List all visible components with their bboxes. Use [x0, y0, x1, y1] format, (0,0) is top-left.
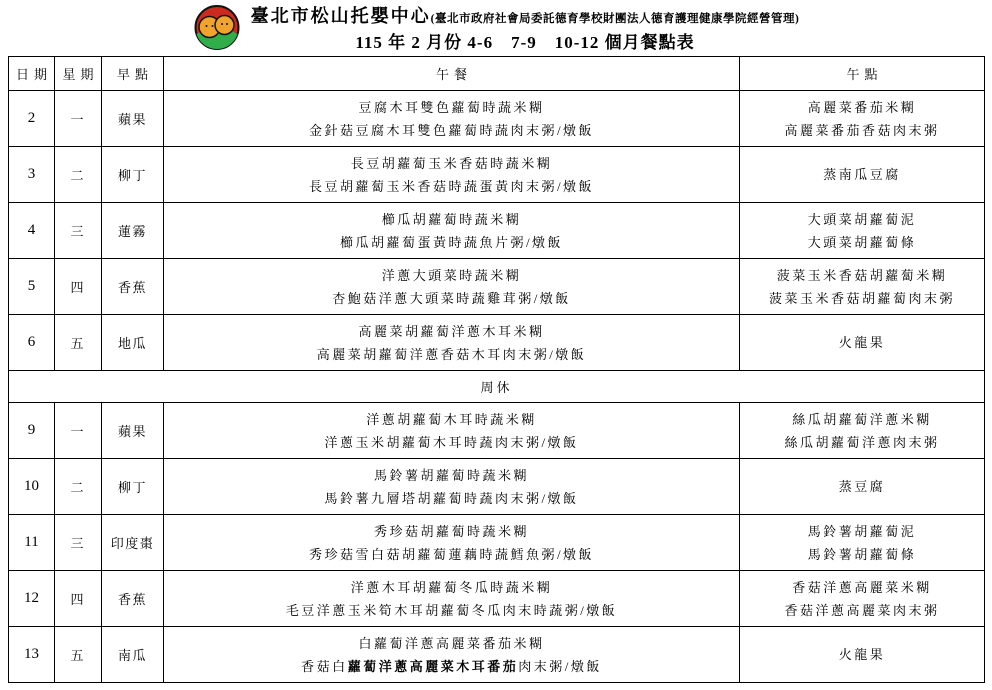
- morning-snack-cell: 南瓜: [102, 627, 164, 683]
- date-cell: 13: [9, 627, 55, 683]
- morning-snack-cell: 蓮霧: [102, 203, 164, 259]
- meal-line: 馬鈴薯胡蘿蔔條: [807, 546, 917, 562]
- weekday-cell: 五: [55, 627, 102, 683]
- afternoon-snack-cell: [740, 627, 985, 683]
- date-cell: 2: [9, 91, 55, 147]
- meal-line: 白蘿蔔洋蔥高麗菜番茄米糊: [358, 635, 545, 651]
- meal-line: 秀珍菇雪白菇胡蘿蔔蓮藕時蔬鱈魚粥/燉飯: [308, 546, 595, 562]
- baby-faces-logo-icon: [193, 5, 241, 50]
- document-header: [0, 0, 992, 54]
- morning-snack-cell: 蘋果: [102, 403, 164, 459]
- afternoon-snack-cell: [740, 203, 985, 259]
- meal-line: 高麗菜番茄米糊: [807, 99, 917, 115]
- afternoon-snack-cell: [740, 459, 985, 515]
- afternoon-snack-cell: [740, 147, 985, 203]
- center-management-note: (臺北市政府社會局委託德育學校財團法人德育護理健康學院經營管理): [430, 13, 800, 25]
- date-cell: 3: [9, 147, 55, 203]
- meal-line: 櫛瓜胡蘿蔔蛋黃時蔬魚片粥/燉飯: [339, 234, 564, 250]
- lunch-cell: [164, 459, 740, 515]
- weekday-cell: 一: [55, 91, 102, 147]
- weekday-cell: 四: [55, 259, 102, 315]
- meal-row: [9, 627, 985, 683]
- meal-line: 高麗菜胡蘿蔔洋蔥香菇木耳肉末粥/燉飯: [316, 346, 587, 362]
- weekend-break-row: [9, 371, 985, 403]
- title-block: [251, 4, 800, 54]
- lunch-cell: [164, 515, 740, 571]
- center-name: 臺北市松山托嬰中心: [250, 6, 431, 26]
- weekday-cell: 四: [55, 571, 102, 627]
- morning-snack-cell: 香蕉: [102, 259, 164, 315]
- col-header-weekday: 星期: [55, 57, 102, 91]
- lunch-cell: [164, 91, 740, 147]
- lunch-cell: [164, 627, 740, 683]
- date-cell: 4: [9, 203, 55, 259]
- weekday-cell: 二: [55, 459, 102, 515]
- meal-line: 櫛瓜胡蘿蔔時蔬米糊: [381, 211, 522, 227]
- date-cell: 12: [9, 571, 55, 627]
- center-logo: [193, 5, 241, 55]
- lunch-cell: [164, 403, 740, 459]
- meal-line: 絲瓜胡蘿蔔洋蔥米糊: [792, 411, 932, 427]
- afternoon-snack-cell: [740, 515, 985, 571]
- meal-row: [9, 459, 985, 515]
- table-header-row: [9, 57, 985, 91]
- weekday-cell: 五: [55, 315, 102, 371]
- weekday-cell: 一: [55, 403, 102, 459]
- col-header-lunch: 午餐: [164, 57, 740, 91]
- meal-line: 大頭菜胡蘿蔔條: [807, 234, 917, 250]
- meal-row: [9, 571, 985, 627]
- afternoon-snack-cell: [740, 403, 985, 459]
- meal-line: 洋蔥胡蘿蔔木耳時蔬米糊: [366, 411, 537, 427]
- morning-snack-cell: 蘋果: [102, 91, 164, 147]
- meal-line: 馬鈴薯胡蘿蔔泥: [807, 523, 917, 539]
- weekday-cell: 三: [55, 203, 102, 259]
- weekday-cell: 三: [55, 515, 102, 571]
- meal-line: 蒸南瓜豆腐: [823, 167, 901, 182]
- meal-line: 香菇洋蔥高麗菜米糊: [792, 579, 932, 595]
- meal-line: 毛豆洋蔥玉米筍木耳胡蘿蔔冬瓜肉末時蔬粥/燉飯: [285, 602, 618, 618]
- col-header-morning-snack: 早點: [102, 57, 164, 91]
- date-cell: 5: [9, 259, 55, 315]
- meal-line: 杏鮑菇洋蔥大頭菜時蔬雞茸粥/燉飯: [332, 290, 571, 306]
- afternoon-snack-cell: [740, 259, 985, 315]
- meal-row: [9, 403, 985, 459]
- lunch-cell: [164, 315, 740, 371]
- meal-line: 絲瓜胡蘿蔔洋蔥肉末粥: [784, 434, 940, 450]
- afternoon-snack-cell: [740, 91, 985, 147]
- title-line: [251, 4, 800, 31]
- meal-row: [9, 203, 985, 259]
- morning-snack-cell: 香蕉: [102, 571, 164, 627]
- meal-line: 高麗菜胡蘿蔔洋蔥木耳米糊: [358, 323, 545, 339]
- meal-line: 火龍果: [838, 335, 886, 350]
- meal-line: 香菇洋蔥高麗菜肉末粥: [784, 602, 940, 618]
- menu-period-title: 115 年 2 月份 4-6 7-9 10-12 個月餐點表: [355, 33, 695, 52]
- meal-line: 高麗菜番茄香菇肉末粥: [784, 122, 940, 138]
- meal-line: 長豆胡蘿蔔玉米香菇時蔬蛋黃肉末粥/燉飯: [308, 178, 595, 194]
- col-header-afternoon-snack: 午點: [740, 57, 985, 91]
- meal-line: 大頭菜胡蘿蔔泥: [807, 211, 917, 227]
- afternoon-snack-cell: [740, 571, 985, 627]
- meal-row: [9, 259, 985, 315]
- morning-snack-cell: 地瓜: [102, 315, 164, 371]
- meal-row: [9, 91, 985, 147]
- menu-table: [8, 56, 985, 683]
- meal-line: 洋蔥木耳胡蘿蔔冬瓜時蔬米糊: [350, 579, 553, 595]
- lunch-cell: [164, 147, 740, 203]
- meal-line: 馬鈴薯九層塔胡蘿蔔時蔬肉末粥/燉飯: [324, 490, 579, 506]
- morning-snack-cell: 印度棗: [102, 515, 164, 571]
- weekday-cell: 二: [55, 147, 102, 203]
- meal-line: 蒸豆腐: [838, 479, 886, 494]
- meal-line: 火龍果: [838, 647, 886, 662]
- meal-row: [9, 515, 985, 571]
- weekend-break-label: 周休: [9, 371, 985, 403]
- col-header-date: 日期: [9, 57, 55, 91]
- meal-line: 秀珍菇胡蘿蔔時蔬米糊: [373, 523, 529, 539]
- meal-line: 菠菜玉米香菇胡蘿蔔肉末粥: [768, 290, 955, 306]
- date-cell: 9: [9, 403, 55, 459]
- date-cell: 10: [9, 459, 55, 515]
- meal-line: 菠菜玉米香菇胡蘿蔔米糊: [776, 267, 948, 283]
- morning-snack-cell: 柳丁: [102, 459, 164, 515]
- meal-line: 長豆胡蘿蔔玉米香菇時蔬米糊: [350, 155, 553, 171]
- lunch-cell: [164, 571, 740, 627]
- meal-row: [9, 147, 985, 203]
- lunch-cell: [164, 259, 740, 315]
- meal-line: 金針菇豆腐木耳雙色蘿蔔時蔬肉末粥/燉飯: [308, 122, 595, 138]
- meal-line: 洋蔥大頭菜時蔬米糊: [381, 267, 522, 283]
- morning-snack-cell: 柳丁: [102, 147, 164, 203]
- meal-line: 馬鈴薯胡蘿蔔時蔬米糊: [373, 467, 529, 483]
- date-cell: 11: [9, 515, 55, 571]
- meal-line: 豆腐木耳雙色蘿蔔時蔬米糊: [358, 99, 545, 115]
- meal-line: 洋蔥玉米胡蘿蔔木耳時蔬肉末粥/燉飯: [324, 434, 579, 450]
- lunch-cell: [164, 203, 740, 259]
- afternoon-snack-cell: [740, 315, 985, 371]
- date-cell: 6: [9, 315, 55, 371]
- meal-line: 香菇白蘿蔔洋蔥高麗菜木耳番茄肉末粥/燉飯: [301, 658, 602, 674]
- meal-row: [9, 315, 985, 371]
